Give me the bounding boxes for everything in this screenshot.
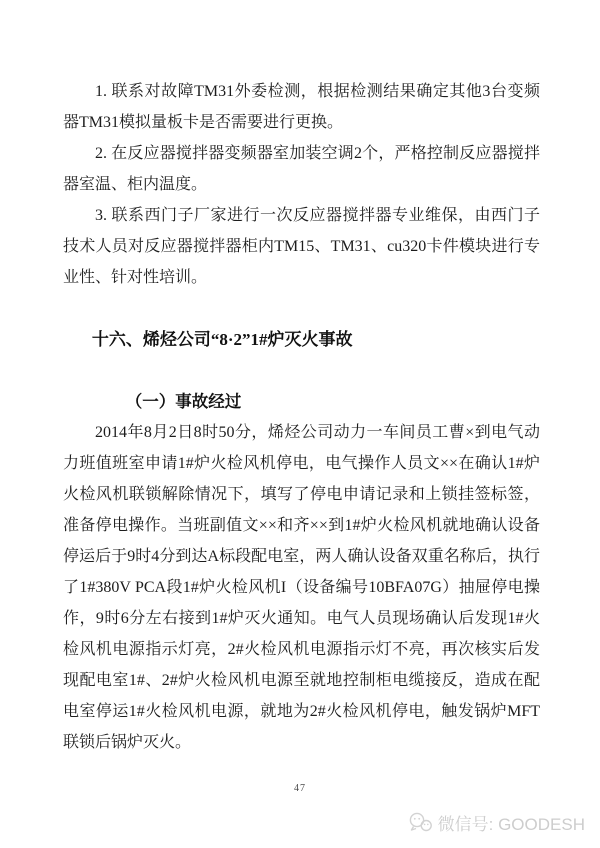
document-content [63,76,540,758]
sub-heading: （一）事故经过 [125,392,242,411]
measure-paragraph-1: 1. 联系对故障TM31外委检测，根据检测结果确定其他3台变频器TM31模拟量板卡是否需要进行更换。 [63,83,540,131]
section-heading: 十六、烯烃公司“8·2”1#炉灭火事故 [91,330,353,349]
watermark-label: 微信号: GOODESH [437,815,585,834]
page-number: 47 [294,783,306,794]
watermark [408,810,585,835]
measure-paragraph-3: 3. 联系西门子厂家进行一次反应器搅拌器专业维保，由西门子技术人员对反应器搅拌器柜内TM15、TM31、cu320卡件模块进行专业性、针对性培训。 [63,207,540,286]
measure-paragraph-2: 2. 在反应器搅拌器变频器室加装空调2个，严格控制反应器搅拌器室温、柜内温度。 [63,145,540,193]
wechat-icon [408,812,433,833]
incident-narrative-paragraph: 2014年8月2日8时50分，烯烃公司动力一车间员工曹×到电气动力班值班室申请1#炉火检风机停电，电气操作人员文××在确认1#炉火检风机联锁解除情况下，填写了停电申请记录和上锁挂签标签，准备停电操作。当班副值文××和齐××到1#炉火检风机就地确认设备停运后于9时4分到达A标段配电室，两人确认设备双重名称后，执行了1#380V PCA段1#炉火检风机I（设备编号10BFA07G）抽屉停电操作，9时6分左右接到1#炉灭火通知。电气人员现场确认后发现1#火检风机电源指示灯亮，2#火检风机电源指示灯不亮，再次核实后发现配电室1#、2#炉火检风机电源至就地控制柜电缆接反，造成在配电室停运1#火检风机电源，就地为2#火检风机停电，触发锅炉MFT联锁后锅炉灭火。 [63,424,540,751]
